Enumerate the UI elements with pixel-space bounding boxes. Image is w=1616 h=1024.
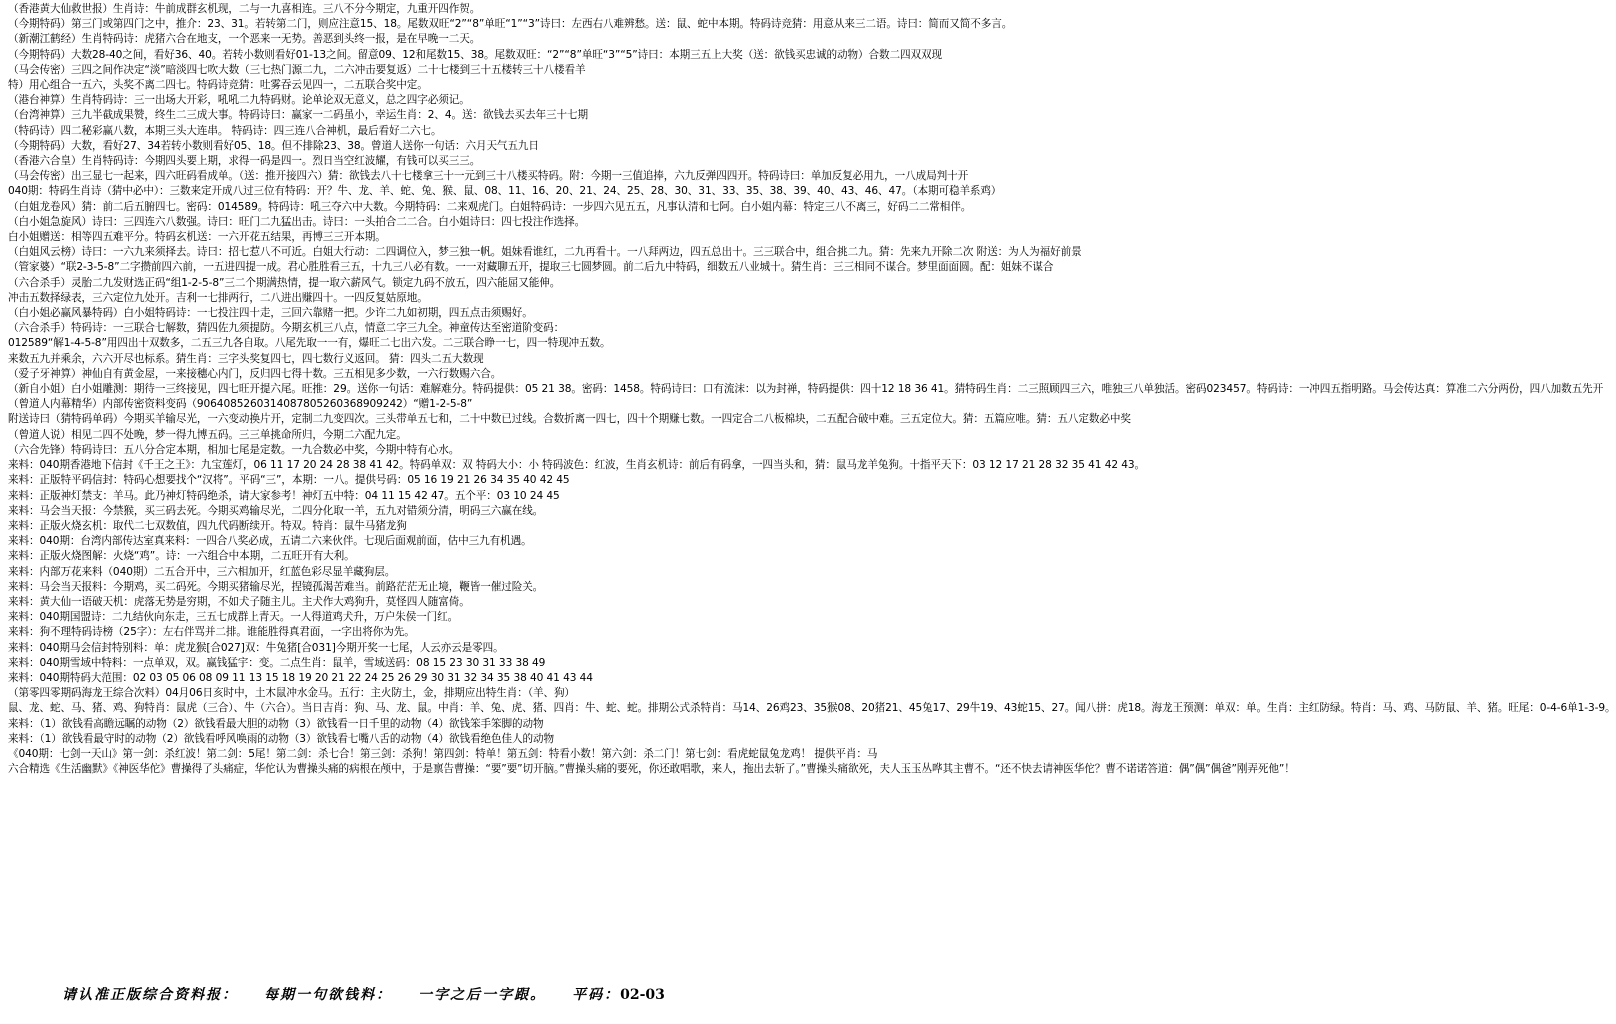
text-line: 来料：040期马会信封特别料：单：虎龙猴[合027]双：牛兔猪[合031]今期开奖一七尾，人云亦云是零四。 [8, 641, 504, 654]
text-line: 来数五九并乘余，六六开尽也标系。猜生肖：三字头奖复四七，四七数行义返回。 猜：四头二五大数现 [8, 352, 484, 365]
text-line: （管家婆）“联2-3-5-8”二字攒前四六前，一五进四提一成。君心胜胜看三五，十九三八必有数。一一对藏聊五开，提取三七圆梦圆。前二后九中特码，细数五八业城十。猜生肖：三三相同不谋合。梦里面面圆。配：姐妹不谋合 [8, 261, 1054, 274]
text-line: （港台神算）生肖特码诗：三一出场大开彩，吼吼二九特码财。论单论双无意义，总之四字必须记。 [8, 94, 470, 107]
text-line: （今期特码）大数，看好27、34若转小数则看好05、18。但不排除23、38。曾道人送你一句话：六月天气五九日 [8, 139, 539, 152]
text-line: 040期：特码生肖诗（猜中必中）：三数来定开成八过三位有特码：开？牛、龙、羊、蛇、兔、猴、鼠、08、11、16、20、21、24、25、28、30、31、33、35、38、39、40、43、46、47。（本期可稳羊系鸡） [8, 185, 1002, 198]
text-line: 来料：正版神灯禁支：羊马。此乃神灯特码绝杀，请大家参考！神灯五中特：04 11 15 42 47。五个平：03 10 24 45 [8, 489, 560, 502]
footer-banner [0, 982, 727, 1006]
text-line: 附送诗曰（猜特码单码）今期买羊输尽光，一六变动换片开，定制二九变四次。三头带单五七和，二十中数已过线。合数折离一四七，四十个期赚七数。一四定合二八板棉块，二五配合破中难。三五定位大。猜：五篇应唯。猜：五八定数必中奖 [8, 413, 1131, 426]
footer-riddle: 一字之后一字跟。 [418, 987, 547, 1003]
footer-riddle-label: 每期一句欲钱料： [264, 987, 393, 1003]
text-line: （香港黄大仙救世报）生肖诗：牛前成群玄机现，二与一九喜相连。三八不分今期定，九重开四作贺。 [8, 3, 481, 15]
text-line: （曾道人内幕精华）内部传密资料变码（906408526031408780526036890924​2）“赠1-2-5-8” [8, 398, 473, 411]
text-line: 来料：040期国盟诗：二九结伙向东走，三五七成群上青天。一人得道鸡犬升，万户朱侯一门红。 [8, 611, 459, 624]
text-line: （白小姐急旋风）诗曰：三四连六八数强。诗曰：旺门二九猛出击。诗曰：一头拍合二二合。白小姐诗曰：四七投注作选择。 [8, 215, 586, 228]
text-line: 冲击五数择绿表，三六定位九处开。吉利一七排两行，二八进出赚四十。一四反复姑原地。 [8, 291, 428, 304]
text-line: 来料：（1）欲钱看高瞻远瞩的动物（2）欲钱看最大胆的动物（3）欲钱看一日千里的动物（4）欲钱笨手笨脚的动物 [8, 717, 544, 730]
text-line: （新潮江鹤经）生肖特码诗：虎猪六合在地支，一个恶来一无势。善恶到头终一报，是在早晚一二天。 [8, 33, 481, 46]
text-line: 来料：马会当天报料：今期鸡，买二码死。今期买猪输尽光，捏镜孤渴苦难当。前路茫茫无止境，鞭皆一催过险关。 [8, 580, 544, 593]
text-line: 《040期：七剑一天山》第一剑：杀红波！第二剑：5尾！第二剑：杀七合！第三剑：杀狗！第四剑：特单！第五剑：特看小数！第六剑：杀二门！第七剑：看虎蛇鼠兔龙鸡！ 提供平肖：马 [8, 747, 878, 760]
text-line: （六合先锋）特码诗曰：五八分合定本期，相加七尾是定数。一九合数必中奖，今期中特有心水。 [8, 443, 460, 456]
text-line: 来料：正版火烧图解：火烧“鸡”。诗：一六组合中本期，二五旺开有大利。 [8, 550, 355, 563]
text-line: （马会传密）三四之间作决定“淡”暗淡四七吹大数（三七热门源二九，二六冲击要复返）二十七楼到三十五楼转三十八楼看羊 [8, 63, 586, 76]
footer-code [572, 984, 665, 1004]
footer-code-label: 平码： [572, 987, 621, 1003]
text-line: （白小姐必赢风暴特码）白小姐特码诗：一七投注四十走，三回六靠赌一把。少许二九如初期，四五点击须赐好。 [8, 307, 533, 320]
text-line: （新自小姐）白小姐雕测：期待一三终接见，四七旺开提六尾。旺推：29。送你一句话：难解难分。特码提供：05 21 38。密码：1458。特码诗曰：口有流沫：以为封禅，特码提供：四十12 18 36 41。猜特码生肖：二三照顾四三六，唯独三八单独活。密码023457。特码诗：一冲四五指明路。马会传达真：算准二六分两份，四八加数五先开 [8, 383, 1604, 396]
text-line: （六合杀手）灵胎二九发财选正码“组1-2-5-8”三二个期满热情，提一取六薪风气。锁定九码不放五，四六能屈又能伸。 [8, 276, 561, 289]
text-line: 来料：马会当天报：今禁猴，买三码去死。今期买鸡输尽光，二四分化取一羊，五九对错须分清，明码三六赢在线。 [8, 504, 544, 517]
text-line: （爱子牙神算）神仙自有黄金屋，一来接穗心内门，反归四七得十数。三五相见多少数，一六行数赐六合。 [8, 367, 502, 380]
text-line: （今期特码）大数28-40之间，看好36、40。若转小数则看好01-13之间。留意09、12和尾数15、38。尾数双旺：“2”“8”单旺“3”“5”诗曰：本期三五上大奖（送：欲钱买忠诚的动物）合数二四双双现 [8, 48, 942, 61]
text-line: （马会传密）出三显七一起来，四六旺码看成单。（送：推开接四六）猜：欲钱去八十七楼拿三十一元到三十八楼买特码。附：今期一三值追捧，六九反弹四四开。特码诗曰：单加反复必用九，一八成局判十开 [8, 170, 969, 183]
footer-slogan: 请认准正版综合资料报： [62, 987, 239, 1003]
text-line: 来料：040期：台湾内部传达室真来料：一四合八奖必成，五请二六来伙伴。七现后面观前面，估中三九有机遇。 [8, 535, 532, 548]
text-line: （香港六合皇）生肖特码诗：今期四头要上期，求得一码是四一。烈日当空红波耀，有钱可以买三三。 [8, 155, 481, 168]
footer-code-value: 02-03 [620, 987, 665, 1003]
text-line: 来料：040期雪域中特料：一点单双，双。赢钱猛宇：变。二点生肖：鼠羊，雪域送码：08 15 23 30 31 33 38 49 [8, 656, 546, 669]
text-line: （白姐风云榜）诗曰：一六九来须择去。诗曰：招七惹八不可近。白姐大行动：二四调位入，梦三独一帆。姐妹看谁红，二九再看十。一八拜两边，四五总出十。三三联合中，组合挑二九。猜：先来九开除二次 附送：为人为福好前景 [8, 246, 1082, 259]
text-line: （白姐龙卷风）猜：前二后五腑四七。密码：014589。特码诗：吼三夺六中大数。今期特码：二来观虎门。白姐特码诗：一步四六见五五，凡事认清和七阿。白小姐内幕：特定三八不离三，好码二二常相伴。 [8, 200, 972, 213]
text-line: 来料：正版火烧玄机：取代二七双数值，四九代码断续开。特双。特肖：鼠牛马猪龙狗 [8, 519, 407, 532]
text-line: 特）用心组合一五六，头奖不离二四七。特码诗竞猜：吐雾吞云见四一，二五联合奖中定。 [8, 79, 428, 92]
text-line: （曾道人说）相见二四不处晚，梦一得九博五码。三三单挑命所归，今期二六配九定。 [8, 428, 407, 441]
text-line: 来料：040期特码大范围：02 03 05 06 08 09 11 13 15 18 19 20 21 22 24 25 26 29 30 31 32 34 35 38 40 41 43 44 [8, 671, 593, 684]
text-line: （第零四零期码海龙王综合次料）04月06日亥时中，土木鼠冲水金马。五行：主火防土，金，排期应出特生肖：（羊、狗） [8, 687, 575, 700]
text-line: （今期特码）第三门或第四门之中，推介：23、31。若转第二门，则应注意15、18。尾数双旺“2”“8”单旺“1”“3”诗曰：左西右八难辨愁。送：鼠、蛇中本期。特码诗竞猜：用意从来三二语。诗曰：简而又简不多言。 [8, 18, 1013, 31]
text-line: 来料：黄大仙一语破天机：虎落无势是穷期，不如犬子随主儿。主犬作大鸡狗升，莫怪四人随富倚。 [8, 595, 470, 608]
text-line: （台湾神算）三九半截成果赞，终生二三成大事。特码诗曰：赢家一二码虽小，幸运生肖：2、4。送：欲钱去买去年三十七期 [8, 109, 588, 122]
text-line: （特码诗）四二秘彩赢八数，本期三头大连串。 特码诗：四三连八合神机，最后看好二六七。 [8, 124, 442, 137]
text-line: 012589“解1-4-5-8”用四出十双数多，二五三九各自取。八尾先取一一有，爆旺二七出六发。二三联合睁一七，四一特现冲五数。 [8, 337, 611, 350]
article-body [8, 2, 1616, 970]
text-line: 白小姐赠送：相等四五难平分。特码玄机送：一六开花五结果，再博三三开本期。 [8, 231, 386, 244]
text-line: 来料：040期香港地下信封《千王之王》：九宝莲灯，06 11 17 20 24 28 38 41 42。特码单双：双 特码大小：小 特码波色：红波，生肖玄机诗：前后有码拿，一四当头和，猜：鼠马龙羊兔狗。十指平天下：03 12 17 21 28 32 35 41 42 43。 [8, 459, 1146, 472]
text-line: 来料：（1）欲钱看最守时的动物（2）欲钱看呼风唤雨的动物（3）欲钱看七嘴八舌的动物（4）欲钱看绝色佳人的动物 [8, 732, 554, 745]
text-line: 来料：狗不理特码诗榜（25字）：左右伴骂并二排。谁能胜得真君面，一字出将你为先。 [8, 626, 415, 639]
text-line: 六合精选《生活幽默》《神医华佗》曹操得了头痛症，华佗认为曹操头痛的病根在颅中，于是禀告曹操：“要”要”切开脑。”曹操头痛的要死，你还敢唱歌，来人，拖出去斩了。”曹操头痛欲死，夫人玉玉丛哗其主曹不。“还不快去请神医华佗？曹不诺诺答道：偶”偶”偶爸”刚弄死他”！ [8, 763, 1295, 776]
text-line: 来料：正版特平码信封：特码心想要找个“汉将”。平码“三”，本期：一八。提供号码：05 16 19 21 26 34 35 40 42 45 [8, 474, 570, 487]
text-line: 鼠、龙、蛇、马、猪、鸡、狗特肖：鼠虎（三合）、牛（六合）。当日吉肖：狗、马、龙、鼠。中肖：羊、兔、虎、猪、四肖：牛、蛇、蛇。排期公式杀特肖：马14、26鸡23、35猴08、20猪21、45兔17、29牛19、43蛇15、27。闻八拼：虎18。海龙王预测：单双：单。生肖：主红防绿。特肖：马、鸡、马防鼠、羊、猪。旺尾：0-4-6单1-3-9。 [8, 702, 1616, 715]
text-line: 来料：内部万花来料（040期）二五合开中，三六相加开，红蓝色彩尽显羊藏狗层。 [8, 565, 396, 578]
text-line: （六合杀手）特码诗：一三联合七解数，猜四佐九须提防。今期玄机三八点，情意二字三九全。神童传达至密道阶变码： [8, 322, 565, 335]
